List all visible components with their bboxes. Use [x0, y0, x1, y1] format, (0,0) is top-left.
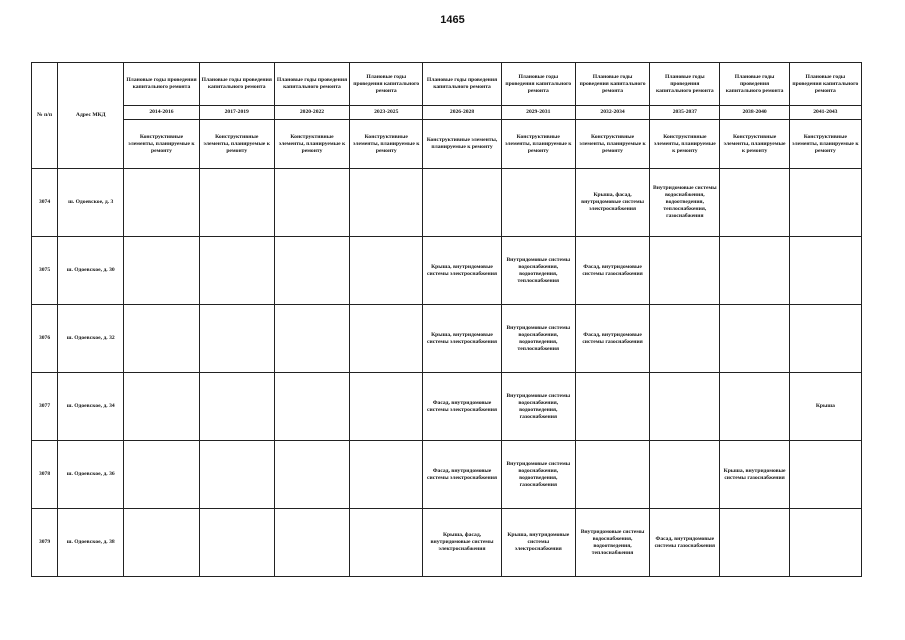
repair-cell [124, 373, 199, 441]
repair-cell [274, 373, 349, 441]
header-years: 2020-2022 [274, 106, 349, 120]
table-row [32, 305, 862, 373]
header-years: 2014-2016 [124, 106, 199, 120]
header-elements: Конструктивные элементы, планируемые к ремонту [274, 120, 349, 169]
repair-cell [350, 509, 423, 577]
header-elements: Конструктивные элементы, планируемые к ремонту [720, 120, 789, 169]
header-period-label: Плановые годы проведения капитального ремонта [423, 63, 501, 106]
repair-cell: Внутридомовые системы водоснабжения, водоотведения, теплоснабжения, газоснабжения [650, 169, 720, 237]
row-address: ш. Одоевское, д. 36 [58, 441, 124, 509]
repair-cell [720, 169, 789, 237]
repair-cell [350, 373, 423, 441]
page-number: 1465 [440, 14, 465, 26]
repair-cell [650, 305, 720, 373]
header-row-years [32, 106, 862, 120]
header-elements: Конструктивные элементы, планируемые к ремонту [350, 120, 423, 169]
repair-cell [650, 237, 720, 305]
header-period-label: Плановые годы проведения капитального ремонта [199, 63, 274, 106]
repair-cell [124, 237, 199, 305]
header-years: 2026-2028 [423, 106, 501, 120]
repair-cell [124, 509, 199, 577]
header-years: 2041-2043 [789, 106, 861, 120]
header-elements: Конструктивные элементы, планируемые к ремонту [124, 120, 199, 169]
header-years: 2023-2025 [350, 106, 423, 120]
header-row-periods [32, 63, 862, 106]
repair-cell [199, 509, 274, 577]
header-years: 2032-2034 [575, 106, 649, 120]
repair-cell: Внутридомовые системы водоснабжения, водоотведения, теплоснабжения [575, 509, 649, 577]
repair-cell: Фасад, внутридомовые системы электроснабжения [423, 373, 501, 441]
repair-cell [720, 305, 789, 373]
table-row [32, 169, 862, 237]
repair-cell [789, 169, 861, 237]
repair-cell [199, 169, 274, 237]
table-row [32, 509, 862, 577]
table-row [32, 237, 862, 305]
header-period-label: Плановые годы проведения капитального ремонта [650, 63, 720, 106]
header-elements: Конструктивные элементы, планируемые к ремонту [199, 120, 274, 169]
header-years: 2029-2031 [501, 106, 575, 120]
repair-cell [274, 237, 349, 305]
repair-cell: Крыша, внутридомовые системы электроснабжения [501, 509, 575, 577]
repair-cell: Фасад, внутридомовые системы электроснабжения [423, 441, 501, 509]
repair-cell: Фасад, внутридомовые системы газоснабжения [575, 305, 649, 373]
repair-cell [124, 169, 199, 237]
repair-cell: Фасад, внутридомовые системы газоснабжения [650, 509, 720, 577]
row-address: ш. Одоевское, д. 38 [58, 509, 124, 577]
repair-cell [789, 305, 861, 373]
row-number: 3079 [32, 509, 58, 577]
repair-cell: Внутридомовые системы водоснабжения, водоотведения, газоснабжения [501, 373, 575, 441]
repair-cell [274, 509, 349, 577]
header-period-label: Плановые годы проведения капитального ремонта [501, 63, 575, 106]
header-period-label: Плановые годы проведения капитального ремонта [720, 63, 789, 106]
repair-cell [720, 509, 789, 577]
header-period-label: Плановые годы проведения капитального ремонта [350, 63, 423, 106]
repair-cell: Фасад, внутридомовые системы газоснабжения [575, 237, 649, 305]
row-number: 3075 [32, 237, 58, 305]
repair-cell: Внутридомовые системы водоснабжения, водоотведения, теплоснабжения [501, 237, 575, 305]
repair-cell [720, 373, 789, 441]
row-address: ш. Одоевское, д. 34 [58, 373, 124, 441]
repair-cell [274, 305, 349, 373]
capital-repair-table [31, 62, 862, 577]
repair-cell [274, 441, 349, 509]
repair-cell [789, 237, 861, 305]
row-number: 3074 [32, 169, 58, 237]
row-address: ш. Одоевское, д. 32 [58, 305, 124, 373]
row-number: 3078 [32, 441, 58, 509]
row-address: ш. Одоевское, д. 30 [58, 237, 124, 305]
header-elements: Конструктивные элементы, планируемые к ремонту [575, 120, 649, 169]
header-num: № п/п [32, 63, 58, 169]
repair-cell: Крыша, внутридомовые системы газоснабжения [720, 441, 789, 509]
repair-cell [575, 441, 649, 509]
table-row [32, 373, 862, 441]
header-row-elements [32, 120, 862, 169]
repair-cell [789, 509, 861, 577]
header-years: 2035-2037 [650, 106, 720, 120]
repair-cell [124, 441, 199, 509]
repair-cell [650, 441, 720, 509]
row-number: 3077 [32, 373, 58, 441]
repair-cell [274, 169, 349, 237]
header-elements: Конструктивные элементы, планируемые к ремонту [423, 120, 501, 169]
row-number: 3076 [32, 305, 58, 373]
row-address: ш. Одоевское, д. 3 [58, 169, 124, 237]
repair-cell [350, 169, 423, 237]
repair-cell: Крыша, внутридомовые системы электроснабжения [423, 237, 501, 305]
header-period-label: Плановые годы проведения капитального ремонта [789, 63, 861, 106]
repair-cell: Крыша, фасад, внутридомовые системы электроснабжения [423, 509, 501, 577]
repair-cell: Крыша, внутридомовые системы электроснабжения [423, 305, 501, 373]
repair-cell [199, 305, 274, 373]
header-period-label: Плановые годы проведения капитального ремонта [274, 63, 349, 106]
header-period-label: Плановые годы проведения капитального ремонта [575, 63, 649, 106]
repair-cell [423, 169, 501, 237]
repair-cell: Внутридомовые системы водоснабжения, водоотведения, теплоснабжения [501, 305, 575, 373]
header-address: Адрес МКД [58, 63, 124, 169]
header-elements: Конструктивные элементы, планируемые к ремонту [650, 120, 720, 169]
repair-cell [199, 441, 274, 509]
table-row [32, 441, 862, 509]
header-years: 2038-2040 [720, 106, 789, 120]
repair-cell [199, 237, 274, 305]
repair-cell: Крыша [789, 373, 861, 441]
repair-cell [720, 237, 789, 305]
repair-cell [575, 373, 649, 441]
repair-cell: Крыша, фасад, внутридомовые системы электроснабжения [575, 169, 649, 237]
repair-cell [650, 373, 720, 441]
header-years: 2017-2019 [199, 106, 274, 120]
repair-cell [199, 373, 274, 441]
header-period-label: Плановые годы проведения капитального ремонта [124, 63, 199, 106]
header-elements: Конструктивные элементы, планируемые к ремонту [501, 120, 575, 169]
repair-cell [501, 169, 575, 237]
repair-cell: Внутридомовые системы водоснабжения, водоотведения, газоснабжения [501, 441, 575, 509]
repair-cell [350, 237, 423, 305]
repair-cell [350, 441, 423, 509]
repair-cell [789, 441, 861, 509]
repair-cell [350, 305, 423, 373]
header-elements: Конструктивные элементы, планируемые к ремонту [789, 120, 861, 169]
repair-cell [124, 305, 199, 373]
